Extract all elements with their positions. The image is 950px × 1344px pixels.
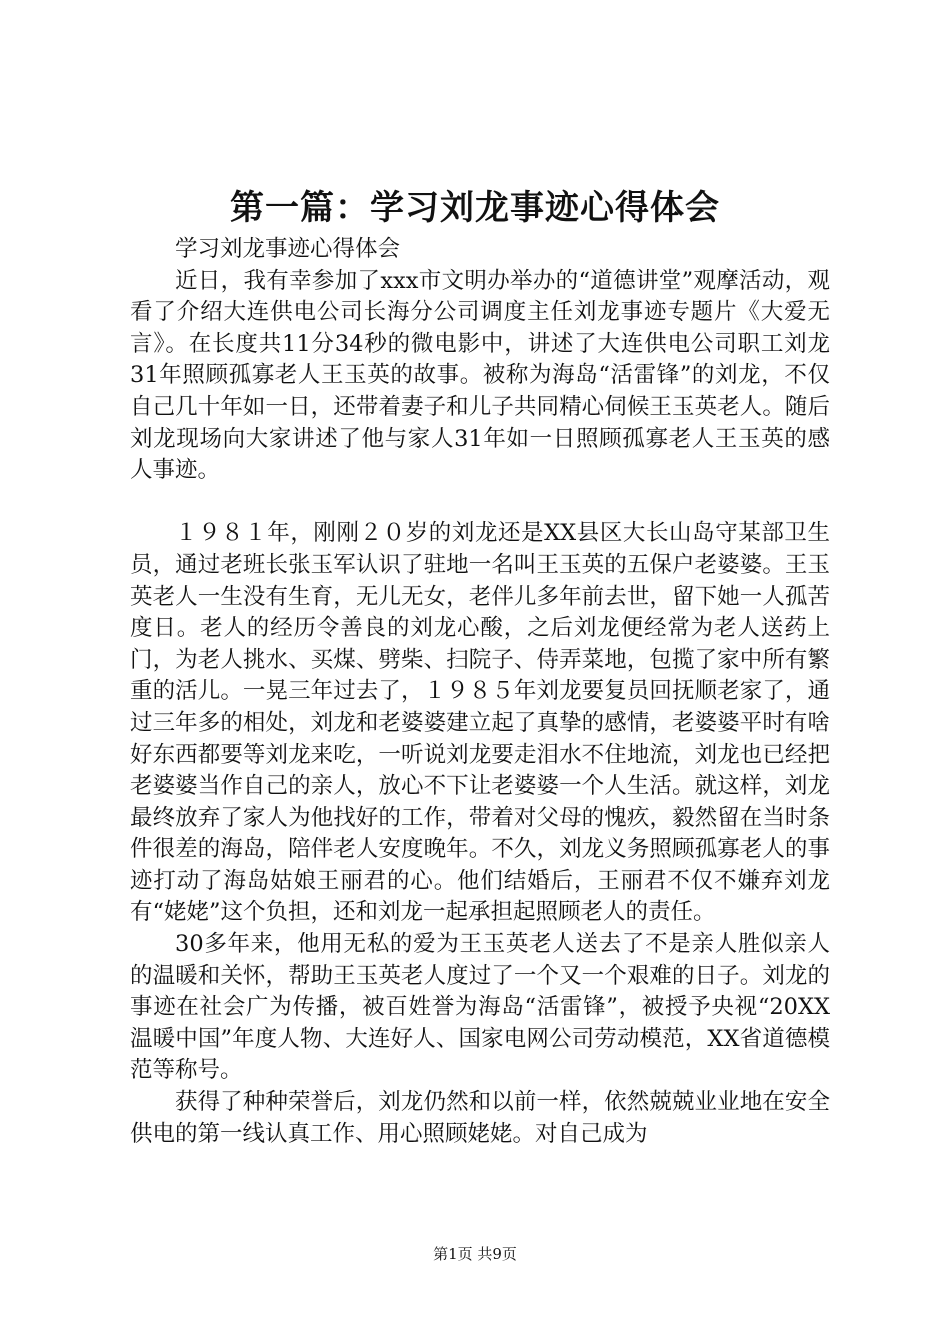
page-footer: 第1页 共9页 xyxy=(433,1245,517,1263)
paragraph-story: １９８１年，刚刚２０岁的刘龙还是XX县区大长山岛守某部卫生员，通过老班长张玉军认识了驻地一名叫王玉英的五保户老婆婆。王玉英老人一生没有生育，无儿无女，老伴儿多年前去世，留下她一人孤苦度日。老人的经历令善良的刘龙心酸，之后刘龙便经常为老人送药上门，为老人挑水、买煤、劈柴、扫院子、侍弄菜地，包揽了家中所有繁重的活儿。一晃三年过去了，１９８５年刘龙要复员回抚顺老家了，通过三年多的相处，刘龙和老婆婆建立起了真挚的感情，老婆婆平时有啥好东西都要等刘龙来吃，一听说刘龙要走泪水不住地流，刘龙也已经把老婆婆当作自己的亲人，放心不下让老婆婆一个人生活。就这样，刘龙最终放弃了家人为他找好的工作，带着对父母的愧疚，毅然留在当时条件很差的海岛，陪伴老人安度晚年。不久，刘龙义务照顾孤寡老人的事迹打动了海岛姑娘王丽君的心。他们结婚后，王丽君不仅不嫌弃刘龙有“姥姥”这个负担，还和刘龙一起承担起照顾老人的责任。 xyxy=(130,520,830,926)
page-title: 第一篇：学习刘龙事迹心得体会 xyxy=(230,188,720,228)
paragraph-intro: 近日，我有幸参加了xxx市文明办举办的“道德讲堂”观摩活动，观看了介绍大连供电公司长海分公司调度主任刘龙事迹专题片《大爱无言》。在长度共11分34秒的微电影中，讲述了大连供电公司职工刘龙31年照顾孤寡老人王玉英的故事。被称为海岛“活雷锋”的刘龙，不仅自己几十年如一日，还带着妻子和儿子共同精心伺候王玉英老人。随后刘龙现场向大家讲述了他与家人31年如一日照顾孤寡老人王玉英的感人事迹。 xyxy=(130,267,830,484)
paragraph-spacer xyxy=(130,487,830,519)
paragraph-honors: 30多年来，他用无私的爱为王玉英老人送去了不是亲人胜似亲人的温暖和关怀，帮助王玉英老人度过了一个又一个艰难的日子。刘龙的事迹在社会广为传播，被百姓誉为海岛“活雷锋”，被授予央视“20XX温暖中国”年度人物、大连好人、国家电网公司劳动模范，XX省道德模范等称号。 xyxy=(130,931,830,1084)
document-subtitle: 学习刘龙事迹心得体会 xyxy=(175,236,401,262)
paragraph-continued: 获得了种种荣誉后，刘龙仍然和以前一样，依然兢兢业业地在安全供电的第一线认真工作、用心照顾姥姥。对自己成为 xyxy=(130,1089,830,1147)
document-body xyxy=(130,234,830,1150)
